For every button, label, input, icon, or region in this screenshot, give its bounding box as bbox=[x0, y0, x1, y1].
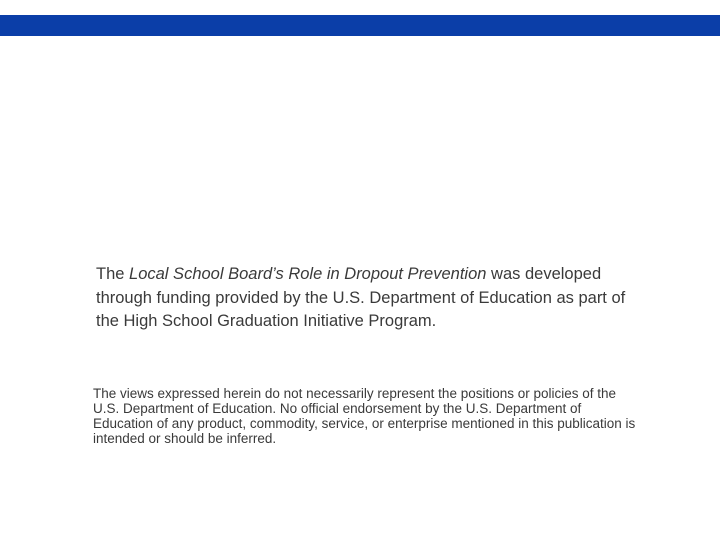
top-header-bar bbox=[0, 15, 720, 36]
publication-title: Local School Board’s Role in Dropout Prevention bbox=[129, 265, 487, 283]
funding-statement-prefix: The bbox=[96, 265, 130, 283]
funding-statement-body: was developed through funding provided by the U.S. Department of Education as part of the High School Graduation Initiative Program. bbox=[96, 265, 626, 330]
disclaimer-text: The views expressed herein do not necessarily represent the positions or policies of the U.S. Department of Education. No official endorsement by the U.S. Department of Education of any product, commodity, service, or enterprise mentioned in this publication is intended or should be inferred. bbox=[93, 386, 636, 446]
funding-statement bbox=[96, 263, 636, 334]
